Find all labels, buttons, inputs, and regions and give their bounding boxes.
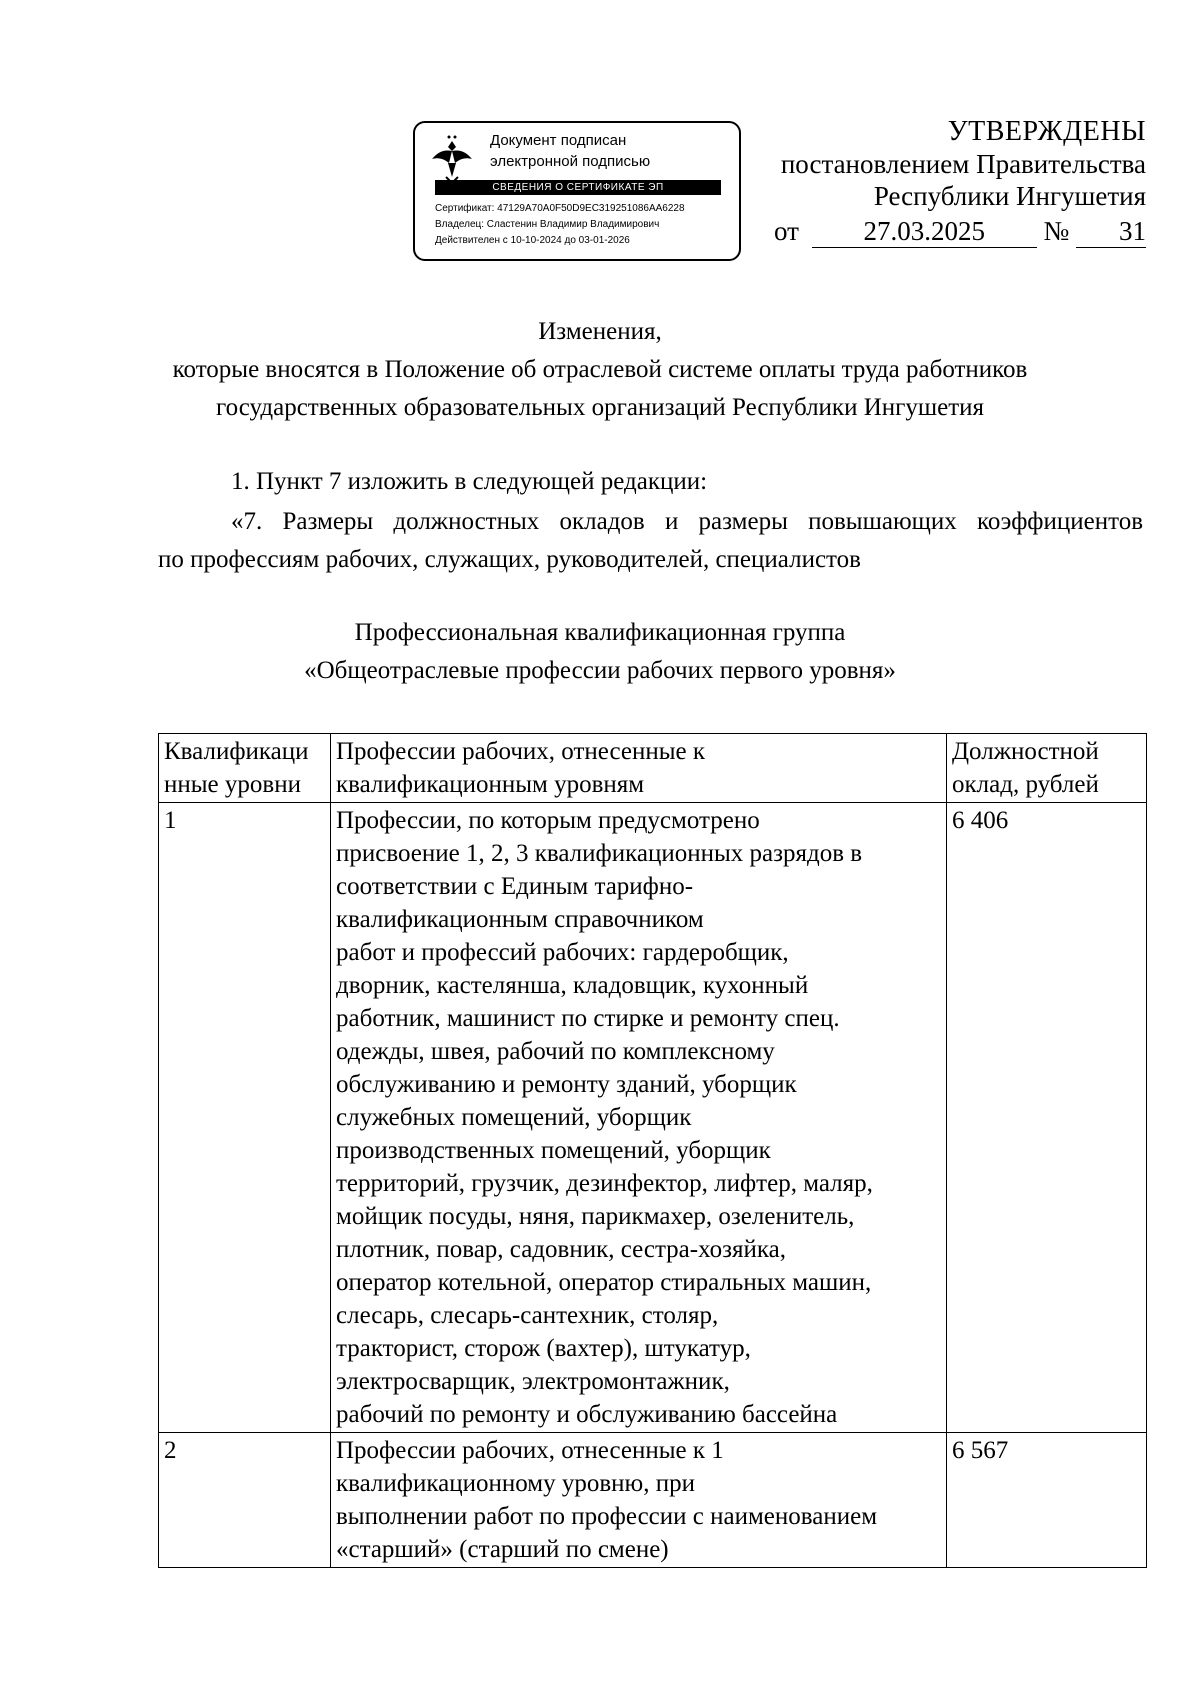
row-salary: 6 406 bbox=[947, 803, 1147, 1433]
document-subtitle-line2: государственных образовательных организаций Республики Ингушетия bbox=[215, 394, 985, 421]
approval-line3: Республики Ингушетия bbox=[873, 181, 1146, 211]
stamp-title-line1: Документ подписан bbox=[490, 132, 627, 149]
table-header-row bbox=[159, 734, 1147, 803]
document-title: Изменения, bbox=[538, 318, 662, 345]
item-7-line1: «7. Размеры должностных окладов и размеры повышающих коэффициентов bbox=[231, 508, 1143, 535]
eagle-emblem-icon bbox=[429, 133, 475, 187]
stamp-owner: Владелец: Сластенин Владимир Владимирович bbox=[435, 219, 660, 230]
row-salary: 6 567 bbox=[947, 1433, 1147, 1568]
stamp-title-line2: электронной подписью bbox=[490, 153, 651, 170]
approval-number: 31 bbox=[1076, 215, 1146, 248]
number-label: № bbox=[1043, 216, 1070, 246]
table-row bbox=[159, 803, 1147, 1433]
row-professions: Профессии, по которым предусмотрено присвоение 1, 2, 3 квалификационных разрядов в соответствии с Единым тарифно- квалификационным справочником работ и профессий рабочих: гардеробщик, дворник, кастелянша, кладовщик, кухонный работник, машинист по стирке и ремонту спец. одежды, швея, рабочий по комплексному обслуживанию и ремонту зданий, уборщик служебных помещений, уборщик производственных помещений, уборщик территорий, грузчик, дезинфектор, лифтер, маляр, мойщик посуды, няня, парикмахер, озеленитель, плотник, повар, садовник, сестра-хозяйка, оператор котельной, оператор стиральных машин, слесарь, слесарь-сантехник, столяр, тракторист, сторож (вахтер), штукатур, электросварщик, электромонтажник, рабочий по ремонту и обслуживанию бассейна bbox=[331, 803, 947, 1433]
table-row bbox=[159, 1433, 1147, 1568]
signature-stamp bbox=[413, 121, 741, 261]
from-label: от bbox=[774, 216, 799, 246]
stamp-validity: Действителен с 10-10-2024 до 03-01-2026 bbox=[435, 235, 630, 246]
item-7-line2: по профессиям рабочих, служащих, руководителей, специалистов bbox=[158, 546, 861, 573]
item-1: 1. Пункт 7 изложить в следующей редакции: bbox=[231, 468, 708, 495]
row-level: 1 bbox=[159, 803, 331, 1433]
approval-date: 27.03.2025 bbox=[812, 215, 1037, 248]
approval-line2: постановлением Правительства bbox=[780, 149, 1146, 179]
header-salary: Должностной оклад, рублей bbox=[947, 734, 1147, 803]
stamp-certificate: Сертификат: 47129A70A0F50D9EC319251086AA6228 bbox=[435, 203, 685, 214]
approval-heading: УТВЕРЖДЕНЫ bbox=[947, 116, 1146, 147]
approval-date-number bbox=[774, 215, 1146, 248]
approval-block bbox=[781, 116, 1146, 212]
salary-table bbox=[158, 733, 1147, 1568]
row-level: 2 bbox=[159, 1433, 331, 1568]
row-professions: Профессии рабочих, отнесенные к 1 квалификационному уровню, при выполнении работ по профессии с наименованием «старший» (старший по смене) bbox=[331, 1433, 947, 1568]
group-heading-line2: «Общеотраслевые профессии рабочих первого уровня» bbox=[304, 657, 896, 684]
header-levels: Квалификаци нные уровни bbox=[159, 734, 331, 803]
stamp-banner: СВЕДЕНИЯ О СЕРТИФИКАТЕ ЭП bbox=[435, 180, 721, 195]
header-professions: Профессии рабочих, отнесенные к квалификационным уровням bbox=[331, 734, 947, 803]
group-heading-line1: Профессиональная квалификационная группа bbox=[354, 619, 846, 646]
document-subtitle-line1: которые вносятся в Положение об отраслевой системе оплаты труда работников bbox=[172, 356, 1028, 383]
